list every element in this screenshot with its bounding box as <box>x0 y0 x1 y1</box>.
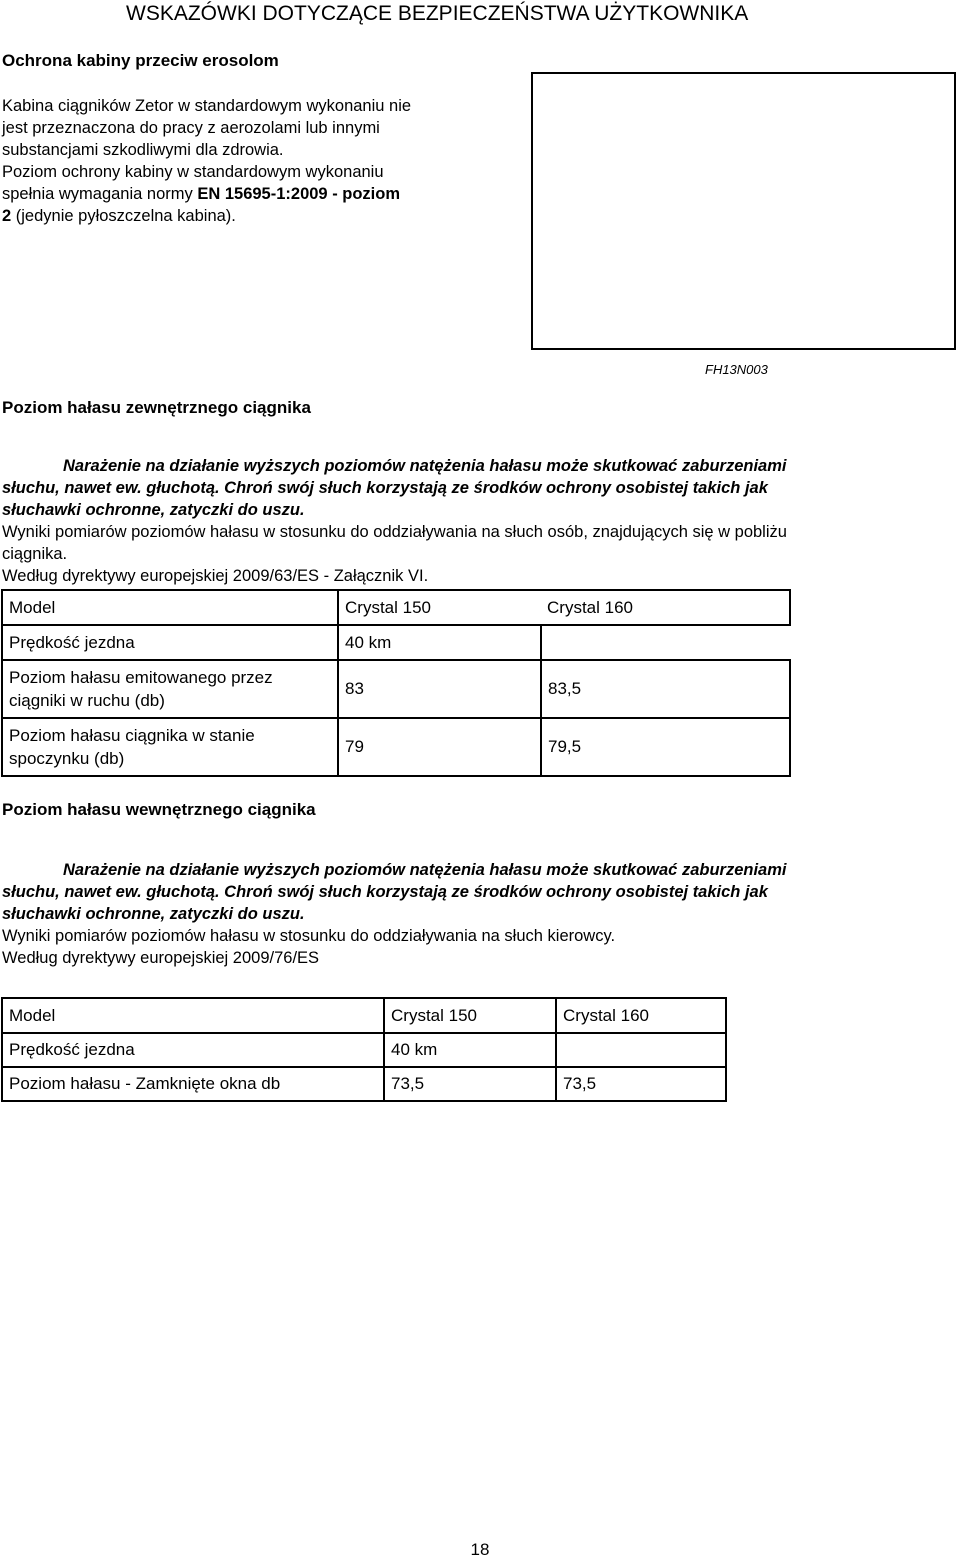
aerosol-line: jest przeznaczona do pracy z aerozolami lub innymi <box>2 119 380 137</box>
table-row <box>2 718 790 776</box>
aerosol-text: (jedynie pyłoszczelna kabina). <box>11 207 236 225</box>
figure-code: FH13N003 <box>705 362 768 377</box>
table-cell-empty <box>541 625 790 660</box>
table-header-cell: Crystal 160 <box>541 590 790 625</box>
external-noise-text <box>2 455 952 587</box>
table-row <box>2 998 726 1033</box>
warning-line: słuchu, nawet ew. głuchotą. Chroń swój słuch korzystają ze środków ochrony osobistej takich jak <box>2 883 768 901</box>
standard-level: 2 <box>2 207 12 225</box>
warning-line: słuchu, nawet ew. głuchotą. Chroń swój słuch korzystają ze środków ochrony osobistej takich jak <box>2 479 768 497</box>
aerosol-line: Poziom ochrony kabiny w standardowym wykonaniu <box>2 163 384 181</box>
aerosol-heading: Ochrona kabiny przeciw erosolom <box>2 51 279 70</box>
table-cell: Prędkość jezdna <box>2 1033 384 1067</box>
table-cell: 40 km <box>384 1033 556 1067</box>
directive-line: Według dyrektywy europejskiej 2009/63/ES - Załącznik VI. <box>2 567 429 585</box>
table-row <box>2 590 790 625</box>
internal-noise-heading: Poziom hałasu wewnętrznego ciągnika <box>2 800 316 819</box>
results-line: Wyniki pomiarów poziomów hałasu w stosunku do oddziaływania na słuch kierowcy. <box>2 927 616 945</box>
table-cell: Prędkość jezdna <box>2 625 338 660</box>
aerosol-line: substancjami szkodliwymi dla zdrowia. <box>2 141 284 159</box>
table-header-cell: Model <box>2 998 384 1033</box>
aerosol-paragraph <box>2 95 411 227</box>
standard-reference: EN 15695-1:2009 - poziom <box>197 185 401 203</box>
table-row <box>2 625 790 660</box>
results-line: Wyniki pomiarów poziomów hałasu w stosunku do oddziaływania na słuch osób, znajdujących się w pobliżu <box>2 523 787 541</box>
table-cell-line: Poziom hałasu ciągnika w stanie <box>9 726 255 745</box>
table-cell: 79 <box>338 718 541 776</box>
warning-line: Narażenie na działanie wyższych poziomów natężenia hałasu może skutkować zaburzeniami <box>63 457 787 475</box>
table-cell-empty <box>556 1033 726 1067</box>
directive-line: Według dyrektywy europejskiej 2009/76/ES <box>2 949 320 967</box>
table-cell: 73,5 <box>384 1067 556 1101</box>
aerosol-line: Kabina ciągników Zetor w standardowym wykonaniu nie <box>2 97 412 115</box>
table-cell-line: Poziom hałasu emitowanego przez <box>9 668 273 687</box>
table-cell-line: ciągniki w ruchu (db) <box>9 691 165 710</box>
aerosol-line <box>2 183 411 205</box>
table-cell: 83 <box>338 660 541 718</box>
table-cell: 83,5 <box>541 660 790 718</box>
table-cell: Poziom hałasu - Zamknięte okna db <box>2 1067 384 1101</box>
table-header-cell: Crystal 150 <box>384 998 556 1033</box>
table-cell <box>2 660 338 718</box>
table-cell-line: spoczynku (db) <box>9 749 125 768</box>
table-row <box>2 1033 726 1067</box>
table-cell: 40 km <box>338 625 541 660</box>
page-number: 18 <box>470 1540 490 1559</box>
warning-line: słuchawki ochronne, zatyczki do uszu. <box>2 501 305 519</box>
aerosol-text: spełnia wymagania normy <box>2 185 198 203</box>
internal-noise-text <box>2 859 952 969</box>
table-row <box>2 660 790 718</box>
table-cell: 73,5 <box>556 1067 726 1101</box>
table-row <box>2 1067 726 1101</box>
warning-line: słuchawki ochronne, zatyczki do uszu. <box>2 905 305 923</box>
warning-line: Narażenie na działanie wyższych poziomów natężenia hałasu może skutkować zaburzeniami <box>63 861 787 879</box>
figure-image-placeholder <box>531 72 956 350</box>
internal-noise-table <box>1 997 727 1102</box>
table-header-cell: Crystal 150 <box>338 590 541 625</box>
aerosol-line <box>2 205 411 227</box>
table-header-cell: Model <box>2 590 338 625</box>
table-header-cell: Crystal 160 <box>556 998 726 1033</box>
page-title: WSKAZÓWKI DOTYCZĄCE BEZPIECZEŃSTWA UŻYTKOWNIKA <box>126 2 749 25</box>
results-line: ciągnika. <box>2 545 68 563</box>
external-noise-table <box>1 589 791 777</box>
table-cell: 79,5 <box>541 718 790 776</box>
external-noise-heading: Poziom hałasu zewnętrznego ciągnika <box>2 398 311 417</box>
table-cell <box>2 718 338 776</box>
